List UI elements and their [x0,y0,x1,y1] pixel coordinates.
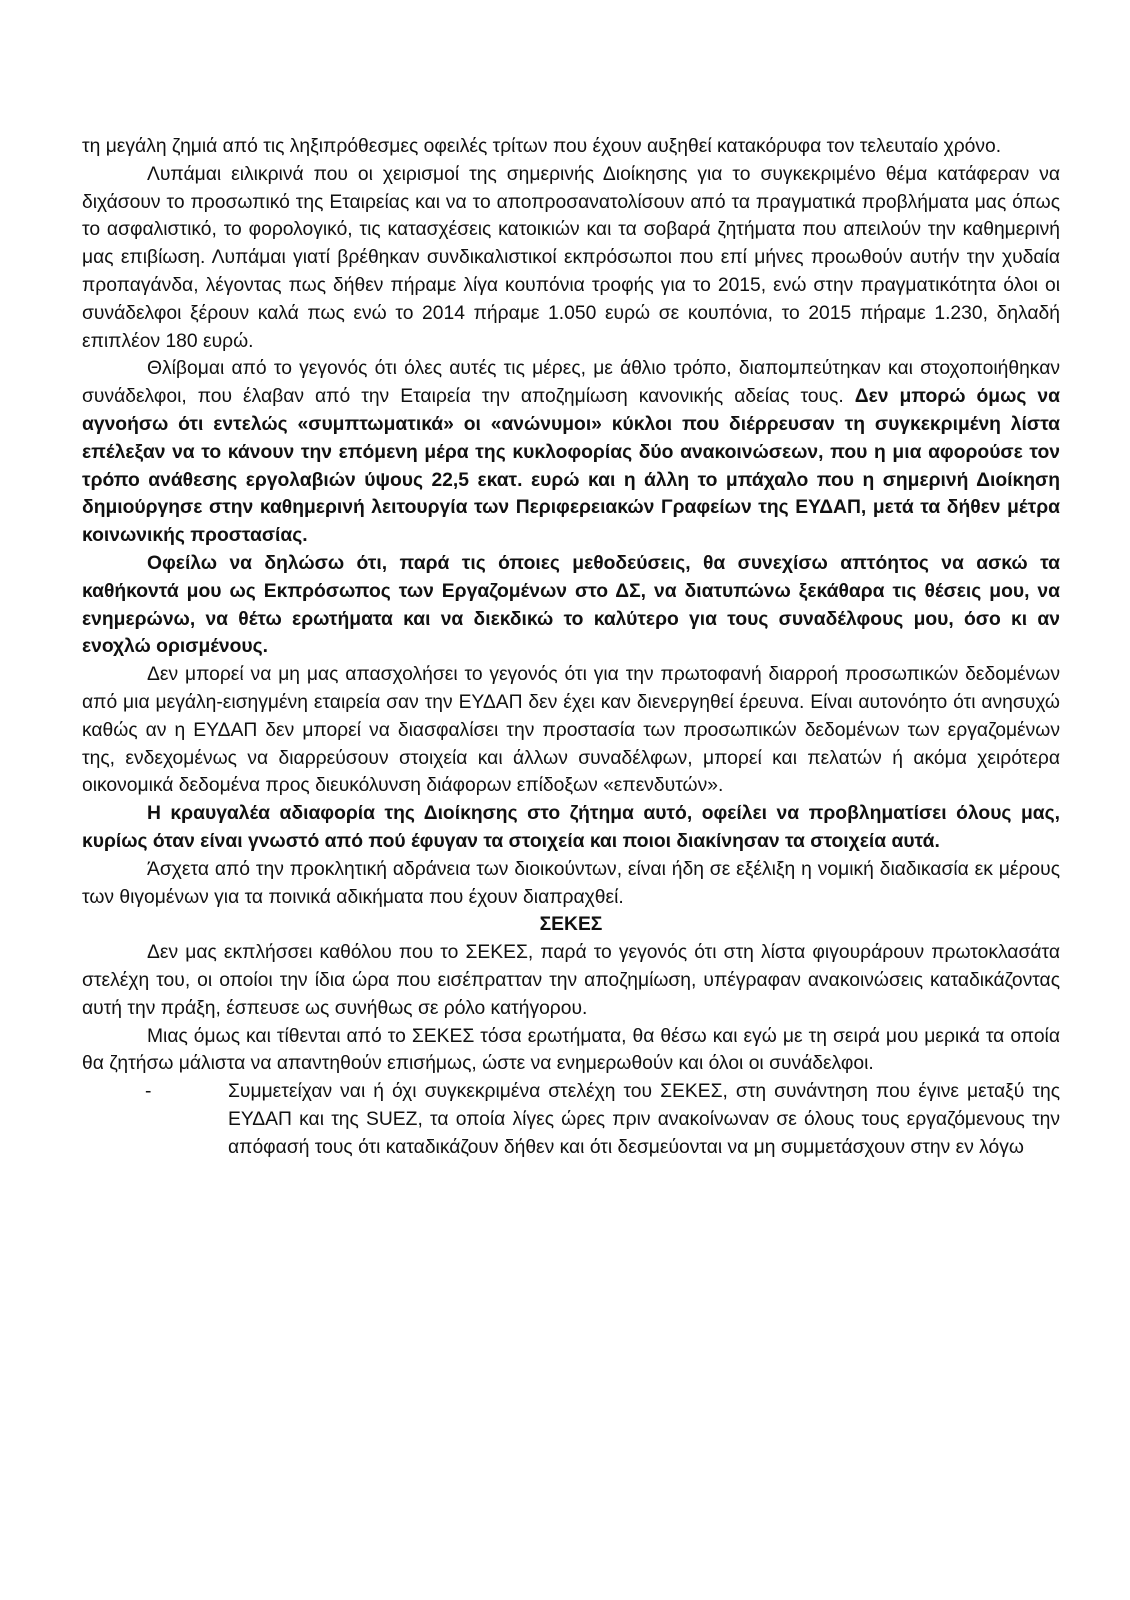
paragraph-4 [82,550,1060,661]
paragraph-3-bold-text: Δεν μπορώ όμως να αγνοήσω ότι εντελώς «συμπτωματικά» οι «ανώνυμοι» κύκλοι που διέρρευσαν τη συγκεκριμένη λίστα επέλεξαν να το κάνουν την επόμενη μέρα της κυκλοφορίας δύο ανακοινώσεων, που η μια αφορούσε τον τρόπο ανάθεσης εργολαβιών ύψους 22,5 εκατ. ευρώ και η άλλη το μπάχαλο που η σημερινή Διοίκηση δημιούργησε στην καθημερινή λειτουργία των Περιφερειακών Γραφείων της ΕΥΔΑΠ, μετά τα δήθεν μέτρα κοινωνικής προστασίας. [82,386,1060,547]
paragraph-9-text: Μιας όμως και τίθενται από το ΣΕΚΕΣ τόσα ερωτήματα, θα θέσω και εγώ με τη σειρά μου μερικά τα οποία θα ζητήσω μάλιστα να απαντηθούν επισήμως, ώστε να ενημερωθούν και όλοι οι συνάδελφοι. [82,1025,1060,1075]
list-item-text: Συμμετείχαν ναι ή όχι συγκεκριμένα στελέχη του ΣΕΚΕΣ, στη συνάντηση που έγινε μεταξύ της ΕΥΔΑΠ και της SUEZ, τα οποία λίγες ώρες πριν ανακοίνωναν σε όλους τους εργαζόμενους την απόφασή τους ότι καταδικάζουν δήθεν και ότι δεσμεύονται να μη συμμετάσχουν στην εν λόγω [228,1081,1060,1158]
paragraph-9 [82,1023,1060,1079]
paragraph-8 [82,939,1060,1022]
paragraph-4-text: Οφείλω να δηλώσω ότι, παρά τις όποιες μεθοδεύσεις, θα συνεχίσω απτόητος να ασκώ τα καθήκοντά μου ως Εκπρόσωπος των Εργαζομένων στο ΔΣ, να διατυπώνω ξεκάθαρα τις θέσεις μου, να ενημερώνω, να θέτω ερωτήματα και να διεκδικώ το καλύτερο για τους συναδέλφους μου, όσο κι αν ενοχλώ ορισμένους. [82,552,1060,658]
paragraph-1-text: τη μεγάλη ζημιά από τις ληξιπρόθεσμες οφειλές τρίτων που έχουν αυξηθεί κατακόρυφα τον τελευταίο χρόνο. [82,136,1002,157]
paragraph-6 [82,800,1060,856]
paragraph-2-text: Λυπάμαι ειλικρινά που οι χειρισμοί της σημερινής Διοίκησης για το συγκεκριμένο θέμα κατάφεραν να διχάσουν το προσωπικό της Εταιρείας και να το αποπροσανατολίσουν από τα πραγματικά προβλήματα μας όπως το ασφαλιστικό, το φορολογικό, τις κατασχέσεις κατοικιών και τα σοβαρά ζητήματα που απειλούν την καθημερινή μας επιβίωση. Λυπάμαι γιατί βρέθηκαν συνδικαλιστικοί εκπρόσωποι που επί μήνες προωθούν αυτήν την χυδαία προπαγάνδα, λέγοντας πως δήθεν πήραμε λίγα κουπόνια τροφής για το 2015, ενώ στην πραγματικότητα όλοι οι συνάδελφοι ξέρουν καλά πως ενώ το 2014 πήραμε 1.050 ευρώ σε κουπόνια, το 2015 πήραμε 1.230, δηλαδή επιπλέον 180 ευρώ. [82,163,1060,352]
list-bullet-marker: - [145,1081,152,1103]
paragraph-3-text: Θλίβομαι από το γεγονός ότι όλες αυτές τις μέρες, με άθλιο τρόπο, διαπομπεύτηκαν και στοχοποιήθηκαν συνάδελφοι, που έλαβαν από την Εταιρεία την αποζημίωση κανονικής αδείας τους. [82,358,1060,408]
paragraph-8-text: Δεν μας εκπλήσσει καθόλου που το ΣΕΚΕΣ, παρά το γεγονός ότι στη λίστα φιγουράρουν πρωτοκλασάτα στελέχη του, οι οποίοι την ίδια ώρα που εισέπρατταν την αποζημίωση, υπέγραφαν ανακοινώσεις καταδικάζοντας αυτή την πράξη, έσπευσε ως συνήθως σε ρόλο κατήγορου. [82,942,1060,1019]
section-heading: ΣΕΚΕΣ [539,914,603,936]
paragraph-1 [82,133,1060,161]
paragraph-3 [82,355,1060,550]
paragraph-7-text: Άσχετα από την προκλητική αδράνεια των διοικούντων, είναι ήδη σε εξέλιξη η νομική διαδικασία εκ μέρους των θιγομένων για τα ποινικά αδικήματα που έχουν διαπραχθεί. [82,858,1060,908]
paragraph-7 [82,856,1060,912]
paragraph-2 [82,161,1060,356]
paragraph-5 [82,661,1060,800]
paragraph-5-text: Δεν μπορεί να μη μας απασχολήσει το γεγονός ότι για την πρωτοφανή διαρροή προσωπικών δεδομένων από μια μεγάλη-εισηγμένη εταιρεία σαν την ΕΥΔΑΠ δεν έχει καν διενεργηθεί έρευνα. Είναι αυτονόητο ότι ανησυχώ καθώς αν η ΕΥΔΑΠ δεν μπορεί να διασφαλίσει την προστασία των προσωπικών δεδομένων των εργαζομένων της, ενδεχομένως να διαρρεύσουν στοιχεία και άλλων συναδέλφων, μπορεί και πελατών ή ακόμα χειρότερα οικονομικά δεδομένα προς διευκόλυνση διάφορων επίδοξων «επενδυτών». [82,664,1060,797]
list-item [82,1078,1060,1161]
paragraph-6-text: Η κραυγαλέα αδιαφορία της Διοίκησης στο ζήτημα αυτό, οφείλει να προβληματίσει όλους μας, κυρίως όταν είναι γνωστό από πού έφυγαν τα στοιχεία και ποιοι διακίνησαν τα στοιχεία αυτά. [82,803,1060,852]
